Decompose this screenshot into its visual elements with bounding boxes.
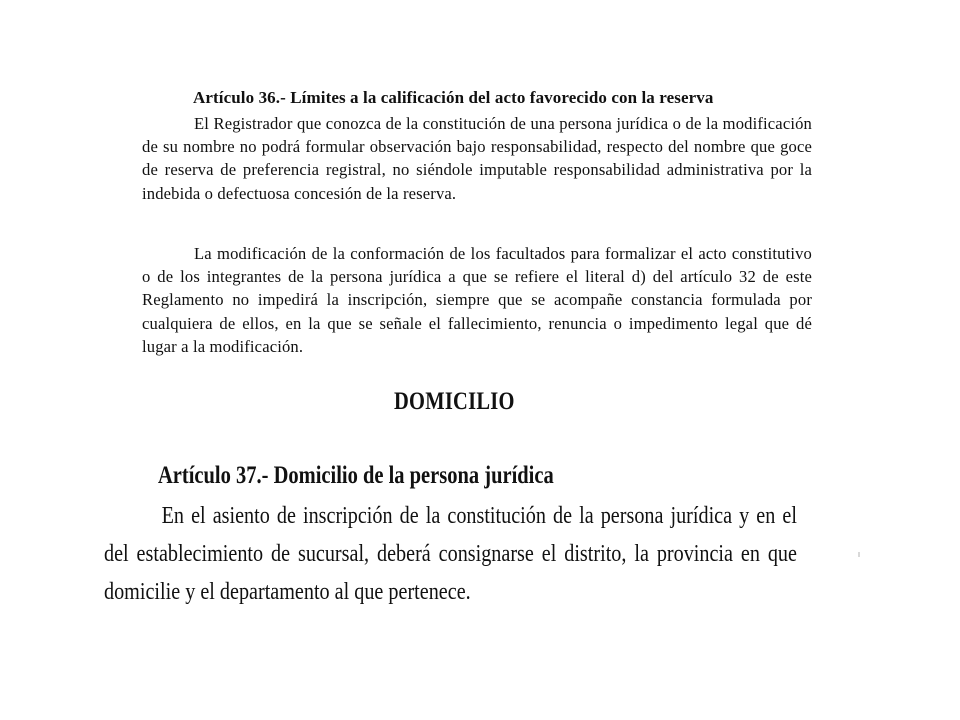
article-37-paragraph-1-text: En el asiento de inscripción de la constitución de la persona jurídica y en el del establecimiento de sucursal, deberá consignarse el distrito, la provincia en que domicilie y el departamento al que pertenece. — [104, 502, 797, 605]
article-36-paragraph-1-text: El Registrador que conozca de la constitución de una persona jurídica o de la modificación de su nombre no podrá formular observación bajo responsabilidad, respecto del nombre que goce de reserva de preferencia registral, no siéndole imputable responsabilidad administrativa por la indebida o defectuosa concesión de la reserva. — [142, 114, 812, 203]
article-37-title: Artículo 37.- Domicilio de la persona jurídica — [158, 462, 554, 489]
scan-speck — [858, 552, 860, 557]
article-36-title: Artículo 36.- Límites a la calificación del acto favorecido con la reserva — [193, 88, 714, 107]
article-36-paragraph-2 — [142, 242, 812, 358]
article-36-paragraph-1 — [142, 112, 812, 205]
article-36-paragraph-2-text: La modificación de la conformación de los facultados para formalizar el acto constitutivo o de los integrantes de la persona jurídica a que se refiere el literal d) del artículo 32 de este Reglamento no impedirá la inscripción, siempre que se acompañe constancia formulada por cualquiera de ellos, en la que se señale el fallecimiento, renuncia o impedimento legal que dé lugar a la modificación. — [142, 244, 812, 356]
section-heading: DOMICILIO — [394, 388, 515, 415]
article-37-paragraph-1 — [104, 497, 797, 611]
